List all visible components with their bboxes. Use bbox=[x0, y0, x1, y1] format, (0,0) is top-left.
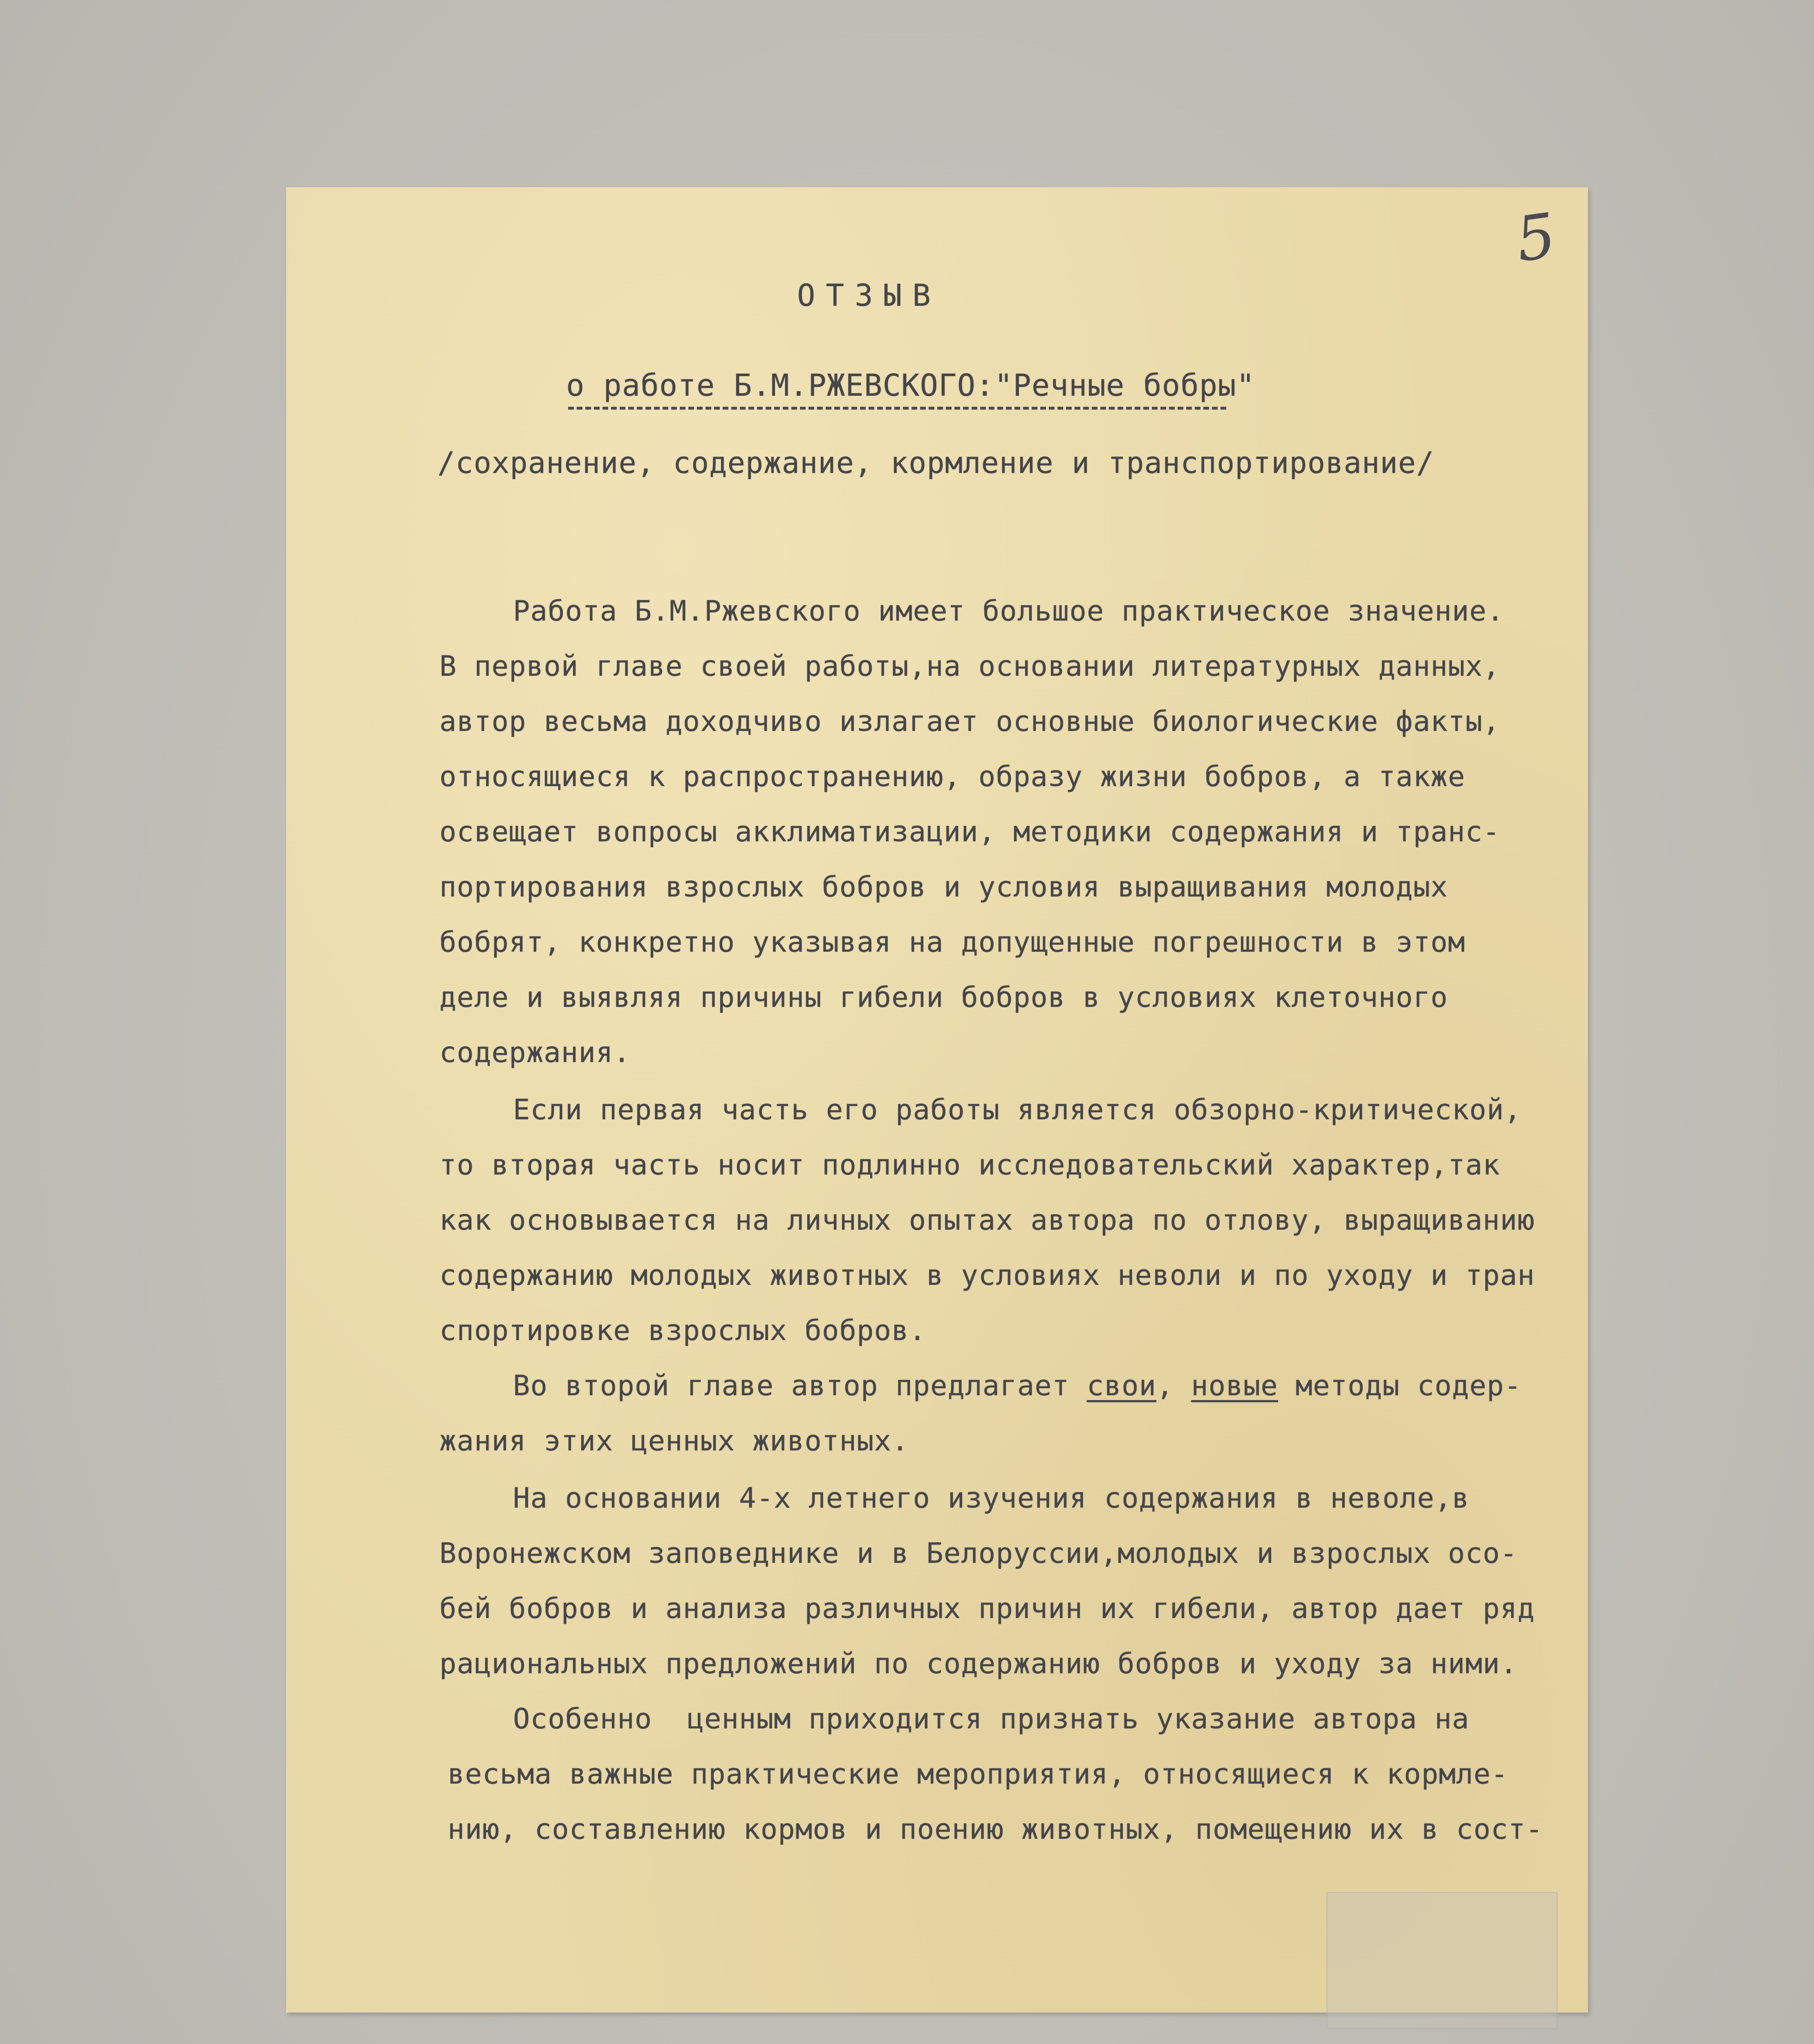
body-line: Если первая часть его работы является обзорно-критической, bbox=[513, 1094, 1522, 1126]
body-line: Работа Б.М.Ржевского имеет большое практическое значение. bbox=[513, 595, 1504, 628]
body-text: , bbox=[1156, 1369, 1174, 1402]
body-line: спортировке взрослых бобров. bbox=[439, 1314, 927, 1347]
body-line: бей бобров и анализа различных причин их гибели, автор дает ряд bbox=[439, 1592, 1535, 1625]
body-line: На основании 4-х летнего изучения содержания в неволе,в bbox=[513, 1482, 1469, 1515]
document-subtitle: о работе Б.М.РЖЕВСКОГО:"Речные бобры" bbox=[566, 368, 1255, 403]
body-line: В первой главе своей работы,на основании литературных данных, bbox=[439, 650, 1500, 683]
body-line: содержания. bbox=[439, 1036, 631, 1069]
body-line: жания этих ценных животных. bbox=[439, 1425, 909, 1457]
document-title: ОТЗЫВ bbox=[797, 278, 941, 313]
body-line-with-emphasis bbox=[513, 1369, 1521, 1402]
body-line: освещает вопросы акклиматизации, методики содержания и транс- bbox=[439, 816, 1500, 848]
body-line: как основывается на личных опытах автора по отлову, выращиванию bbox=[439, 1204, 1535, 1237]
subtitle-underline bbox=[568, 407, 1226, 410]
body-line: автор весьма доходчиво излагает основные биологические факты, bbox=[439, 705, 1500, 738]
body-line: рациональных предложений по содержанию бобров и уходу за ними. bbox=[439, 1647, 1518, 1680]
body-line: относящиеся к распространению, образу жизни бобров, а также bbox=[439, 760, 1465, 793]
body-line: деле и выявляя причины гибели бобров в условиях клеточного bbox=[439, 981, 1448, 1014]
body-text: ценным приходится признать указание автора на bbox=[687, 1703, 1469, 1735]
body-line: портирования взрослых бобров и условия выращивания молодых bbox=[439, 871, 1448, 903]
body-text: Особенно bbox=[513, 1703, 652, 1735]
underlined-word: свои bbox=[1086, 1369, 1157, 1402]
body-line: весьма важные практические мероприятия, относящиеся к кормле- bbox=[448, 1758, 1509, 1791]
body-text: Во второй главе автор предлагает bbox=[513, 1369, 1070, 1402]
handwritten-page-number: 5 bbox=[1512, 200, 1561, 276]
body-line: Воронежском заповеднике и в Белоруссии,молодых и взрослых осо- bbox=[439, 1537, 1518, 1570]
body-line: нию, составлению кормов и поению животных, помещению их в сост- bbox=[448, 1813, 1543, 1846]
document-scope: /сохранение, содержание, кормление и транспортирование/ bbox=[437, 446, 1435, 480]
body-text: методы содер- bbox=[1295, 1369, 1522, 1402]
body-line-split bbox=[513, 1703, 1469, 1735]
body-line: то вторая часть носит подлинно исследовательский характер,так bbox=[439, 1149, 1500, 1181]
underlined-word: новые bbox=[1191, 1369, 1278, 1402]
body-line: содержанию молодых животных в условиях неволи и по уходу и тран bbox=[439, 1259, 1535, 1292]
body-line: бобрят, конкретно указывая на допущенные погрешности в этом bbox=[439, 926, 1465, 959]
faded-archive-stamp bbox=[1326, 1892, 1558, 2029]
